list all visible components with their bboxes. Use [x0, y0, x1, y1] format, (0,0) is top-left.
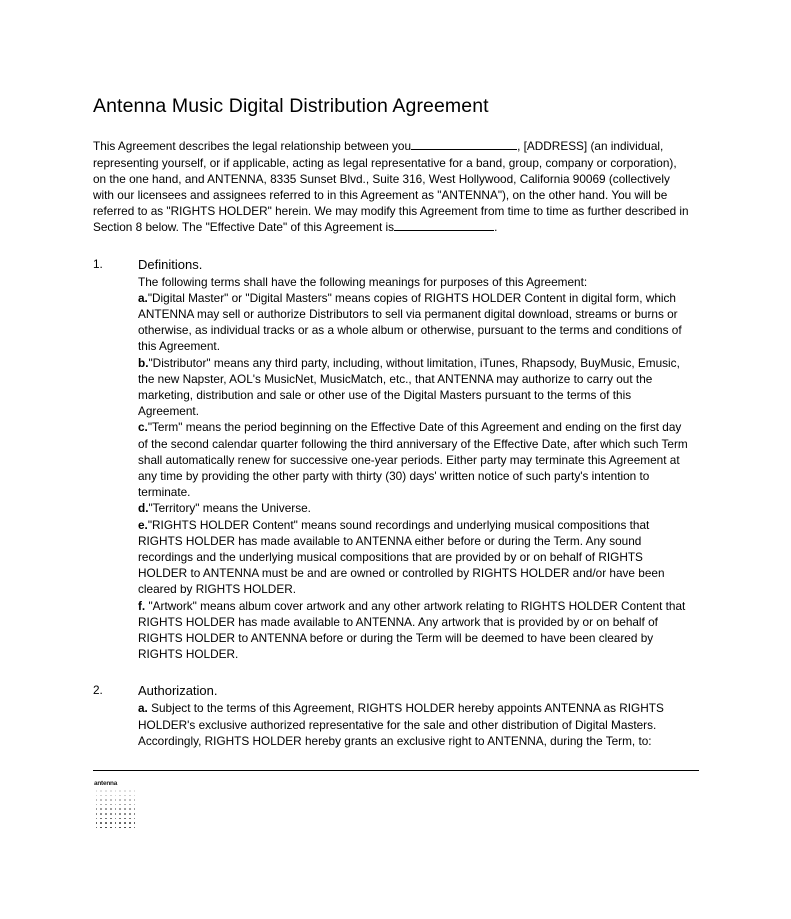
logo-dot	[100, 818, 102, 820]
logo-dot	[110, 808, 112, 810]
clause-lead: a.	[138, 290, 148, 305]
section-heading: Definitions.	[138, 256, 203, 272]
logo-dot	[115, 813, 117, 815]
intro-text-after-blank: , [ADDRESS] (an individual, representing yourself, or if applicable, acting as legal representative for a band, group, company or corporation), on the one hand, and ANTENNA, 8335 Sunset Blvd., Suite 316, West Hollywood, California 90069 (collectively with our licensees and assignees referred to in this Agreement as "ANTENNA"), on the other hand. You will be referred to as "RIGHTS HOLDER" herein. We may modify this Agreement from time to time as further described in Section 8 below. The "Effective Date" of this Agreement is	[93, 139, 689, 235]
logo-dot	[105, 795, 107, 797]
clause-c	[138, 419, 691, 500]
clause-text: "Artwork" means album cover artwork and any other artwork relating to RIGHTS HOLDER Content that RIGHTS HOLDER has made available to ANTENNA. Any artwork that is provided by or on behalf of RIGHTS HOLDER to ANTENNA before or during the Term will be deemed to have been cleared by RIGHTS HOLDER.	[138, 598, 686, 662]
logo-dot	[124, 808, 126, 810]
logo-dot	[110, 795, 112, 797]
logo-dot	[119, 804, 121, 806]
logo-dot	[119, 790, 121, 792]
intro-text-end: .	[494, 220, 498, 235]
logo-dot	[129, 808, 131, 810]
logo-dot	[115, 795, 117, 797]
logo-dot	[96, 827, 98, 829]
logo-dot	[115, 799, 117, 801]
logo-dot	[129, 790, 131, 792]
logo-dot	[100, 804, 102, 806]
logo-dot-grid	[94, 790, 137, 831]
logo-dot	[100, 822, 102, 824]
logo-dot	[100, 790, 102, 792]
logo-dot	[124, 822, 126, 824]
intro-paragraph	[93, 138, 691, 235]
logo-dot	[105, 818, 107, 820]
clause-text: Subject to the terms of this Agreement, RIGHTS HOLDER hereby appoints ANTENNA as RIGHTS HOLDER's exclusive authorized representative for the sale and other distribution of Digital Masters. Accordingly, RIGHTS HOLDER hereby grants an exclusive right to ANTENNA, during the Term, to:	[138, 701, 664, 748]
logo-dot	[129, 827, 131, 829]
logo-dot	[124, 795, 126, 797]
clause-text: The following terms shall have the following meanings for purposes of this Agreement:	[138, 274, 588, 289]
clause-d	[138, 500, 691, 516]
logo-dot	[96, 795, 98, 797]
clause-text: "RIGHTS HOLDER Content" means sound recordings and underlying musical compositions that RIGHTS HOLDER has made available to ANTENNA either before or during the Term. Any sound recordings and the underlying musical compositions that are provided by or on behalf of RIGHTS HOLDER to ANTENNA must be and are owned or controlled by RIGHTS HOLDER and/or have been cleared by RIGHTS HOLDER.	[138, 517, 665, 597]
logo-dot	[134, 813, 136, 815]
logo-dot	[105, 813, 107, 815]
logo-dot	[129, 804, 131, 806]
logo-dot	[115, 827, 117, 829]
section-number: 2.	[93, 683, 103, 698]
footer-logo	[94, 780, 142, 831]
logo-dot	[119, 795, 121, 797]
logo-dot	[134, 804, 136, 806]
logo-dot	[105, 822, 107, 824]
logo-dot	[115, 804, 117, 806]
clause-lead: d.	[138, 501, 149, 516]
section-definitions	[93, 256, 691, 663]
logo-dot	[105, 790, 107, 792]
logo-dot	[129, 795, 131, 797]
section-number: 1.	[93, 256, 103, 271]
logo-dot	[134, 790, 136, 792]
clause-lead: a.	[138, 701, 148, 716]
logo-dot	[124, 799, 126, 801]
logo-dot	[119, 827, 121, 829]
logo-dot	[110, 827, 112, 829]
logo-dot	[134, 795, 136, 797]
logo-dot	[134, 799, 136, 801]
logo-dot	[105, 808, 107, 810]
logo-dot	[119, 813, 121, 815]
logo-dot	[110, 818, 112, 820]
logo-dot	[119, 822, 121, 824]
clause-lead: e.	[138, 517, 148, 532]
logo-dot	[119, 808, 121, 810]
logo-dot	[110, 822, 112, 824]
logo-dot	[119, 818, 121, 820]
logo-dot	[134, 827, 136, 829]
section-authorization	[93, 682, 691, 749]
logo-dot	[129, 818, 131, 820]
logo-dot	[105, 799, 107, 801]
logo-dot	[110, 799, 112, 801]
logo-dot	[110, 813, 112, 815]
logo-dot	[96, 818, 98, 820]
logo-dot	[129, 799, 131, 801]
clause-f	[138, 598, 691, 663]
logo-dot	[134, 808, 136, 810]
logo-dot	[100, 813, 102, 815]
clause-lead: b.	[138, 355, 149, 370]
logo-dot	[124, 818, 126, 820]
logo-dot	[134, 818, 136, 820]
section-body	[138, 256, 691, 663]
logo-dot	[100, 795, 102, 797]
document-content	[93, 95, 691, 749]
fill-in-blank-party[interactable]	[411, 140, 517, 151]
clause-lead: c.	[138, 420, 148, 435]
logo-dot	[100, 799, 102, 801]
logo-dot	[96, 804, 98, 806]
logo-dot	[134, 822, 136, 824]
clause-text: "Distributor" means any third party, including, without limitation, iTunes, Rhapsody, BuyMusic, Emusic, the new Napster, AOL's MusicNet, MusicMatch, etc., that ANTENNA may authorize to carry out the marketing, distribution and sale or other use of the Digital Masters pursuant to the terms of this Agreement.	[138, 355, 680, 419]
clause-b	[138, 355, 691, 420]
logo-dot	[96, 822, 98, 824]
logo-dot	[119, 799, 121, 801]
clause-text: "Term" means the period beginning on the Effective Date of this Agreement and ending on the first day of the second calendar quarter following the third anniversary of the Effective Date, after which such Term shall automatically renew for successive one-year periods. Either party may terminate this Agreement at any time by providing the other party with thirty (30) days' written notice of such party's intention to terminate.	[138, 420, 688, 500]
logo-dot	[105, 827, 107, 829]
logo-dot	[124, 804, 126, 806]
logo-dot	[129, 813, 131, 815]
logo-dot	[124, 790, 126, 792]
logo-dot	[105, 804, 107, 806]
logo-dot	[96, 790, 98, 792]
logo-dot	[115, 822, 117, 824]
logo-dot	[100, 827, 102, 829]
logo-dot	[115, 808, 117, 810]
logo-dot	[115, 818, 117, 820]
logo-dot	[110, 804, 112, 806]
page-title: Antenna Music Digital Distribution Agreement	[93, 95, 489, 117]
logo-dot	[100, 808, 102, 810]
clause-intro	[138, 274, 691, 290]
footer-divider	[93, 770, 699, 771]
logo-wordmark: antenna	[94, 780, 118, 787]
clause-lead: f.	[138, 598, 146, 613]
intro-text-before-blank: This Agreement describes the legal relationship between you	[93, 139, 412, 154]
logo-dot	[124, 827, 126, 829]
clause-a	[138, 700, 691, 749]
clause-text: "Territory" means the Universe.	[148, 501, 311, 516]
logo-dot	[110, 790, 112, 792]
logo-dot	[96, 808, 98, 810]
section-heading: Authorization.	[138, 683, 218, 699]
clause-e	[138, 517, 691, 598]
clause-text: "Digital Master" or "Digital Masters" means copies of RIGHTS HOLDER Content in digital form, which ANTENNA may sell or authorize Distributors to sell via permanent digital download, streams or burns or otherwise, as individual tracks or as a whole album or otherwise, pursuant to the terms and conditions of this Agreement.	[138, 290, 682, 354]
clause-a	[138, 290, 691, 355]
logo-dot	[115, 790, 117, 792]
section-body	[138, 682, 691, 749]
logo-dot	[129, 822, 131, 824]
logo-dot	[96, 799, 98, 801]
fill-in-blank-effective-date[interactable]	[394, 221, 494, 232]
logo-dot	[124, 813, 126, 815]
logo-dot	[96, 813, 98, 815]
